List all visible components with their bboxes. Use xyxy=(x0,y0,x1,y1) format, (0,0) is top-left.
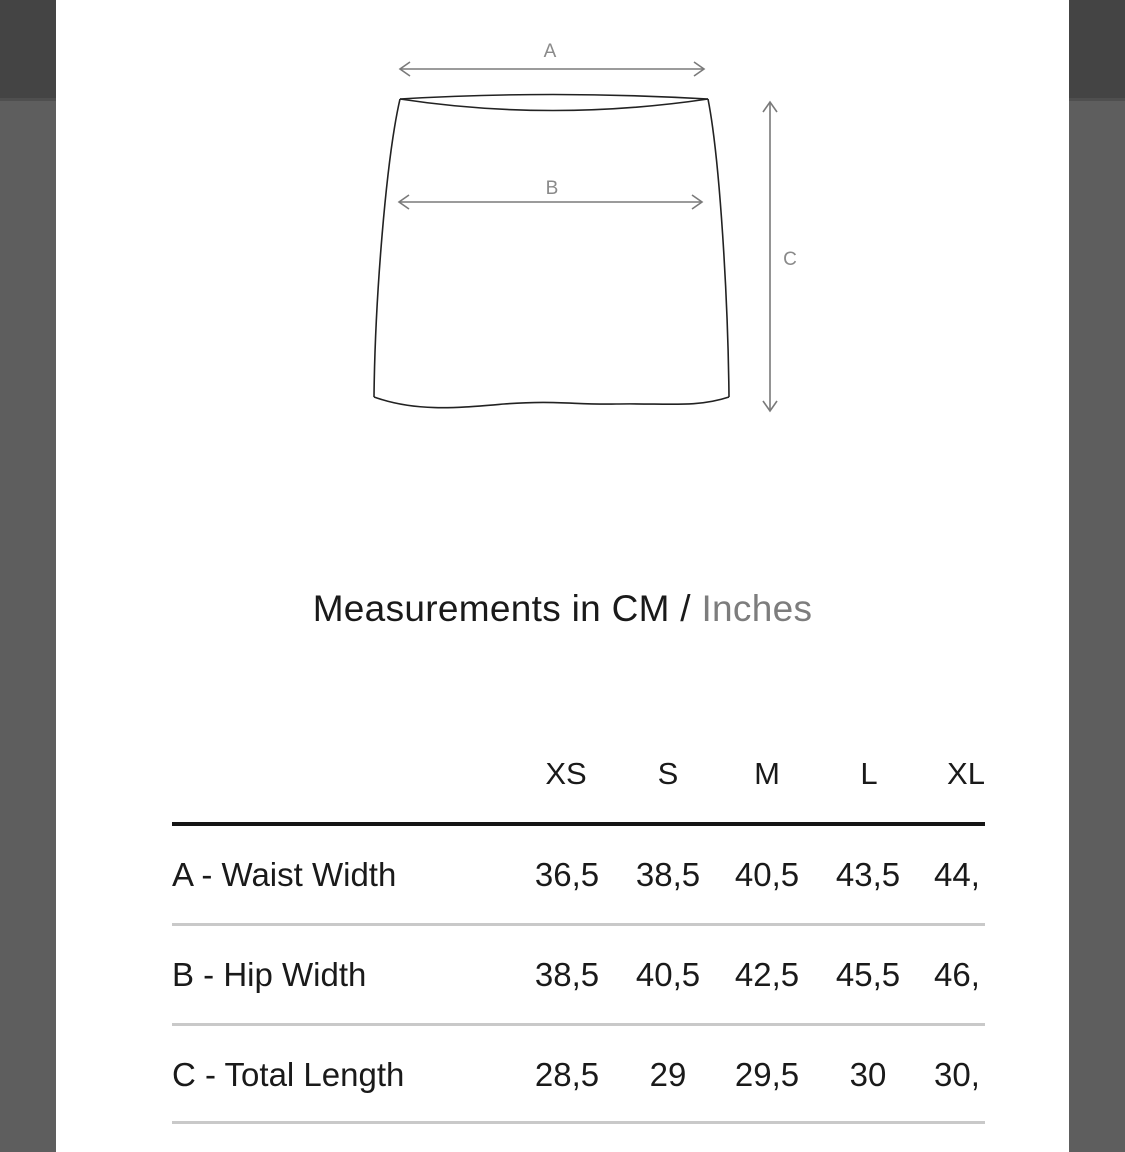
row-divider xyxy=(172,1121,985,1124)
size-s: S xyxy=(657,756,679,791)
heading-prefix: Measurements in xyxy=(312,588,612,629)
unit-separator: / xyxy=(669,588,702,629)
table-cell: 40,5 xyxy=(734,856,800,893)
backdrop-right-top xyxy=(1069,0,1125,98)
table-cell: 46, xyxy=(934,956,980,993)
skirt-diagram xyxy=(56,0,1069,440)
table-row xyxy=(56,856,1069,900)
label-c: C xyxy=(783,249,797,270)
units-heading xyxy=(56,588,1069,630)
table-cell: 40,5 xyxy=(635,956,701,993)
table-cell: 28,5 xyxy=(534,1056,600,1093)
table-header-divider xyxy=(172,822,985,826)
table-row xyxy=(56,956,1069,1000)
table-cell: 44, xyxy=(934,856,980,893)
backdrop-left-top xyxy=(0,0,56,98)
table-cell: 38,5 xyxy=(534,956,600,993)
table-cell: 29,5 xyxy=(734,1056,800,1093)
table-cell: 45,5 xyxy=(835,956,901,993)
backdrop-right-strip xyxy=(1069,98,1125,101)
row-label-waist: A - Waist Width xyxy=(172,856,397,893)
unit-toggle-inches[interactable]: Inches xyxy=(701,588,813,629)
size-m: M xyxy=(754,756,780,791)
table-cell: 36,5 xyxy=(534,856,600,893)
unit-toggle-cm[interactable]: CM xyxy=(611,588,670,629)
table-cell: 30 xyxy=(849,1056,887,1093)
size-l: L xyxy=(860,756,878,791)
label-b: B xyxy=(545,178,559,199)
size-guide-panel xyxy=(56,0,1069,1152)
length-arrow xyxy=(763,102,777,411)
label-a: A xyxy=(543,41,557,62)
row-label-length: C - Total Length xyxy=(172,1056,405,1093)
row-label-hip: B - Hip Width xyxy=(172,956,367,993)
row-divider xyxy=(172,1023,985,1026)
table-cell: 30, xyxy=(934,1056,980,1093)
size-header-row xyxy=(56,756,1069,796)
table-row xyxy=(56,1056,1069,1100)
table-cell: 38,5 xyxy=(635,856,701,893)
table-cell: 42,5 xyxy=(734,956,800,993)
size-xl: XL xyxy=(947,756,985,791)
waist-arrow xyxy=(400,62,704,76)
table-cell: 29 xyxy=(649,1056,687,1093)
skirt-outline xyxy=(374,95,729,408)
row-divider xyxy=(172,923,985,926)
size-xs: XS xyxy=(545,756,587,791)
backdrop-left-strip xyxy=(0,98,56,101)
table-cell: 43,5 xyxy=(835,856,901,893)
